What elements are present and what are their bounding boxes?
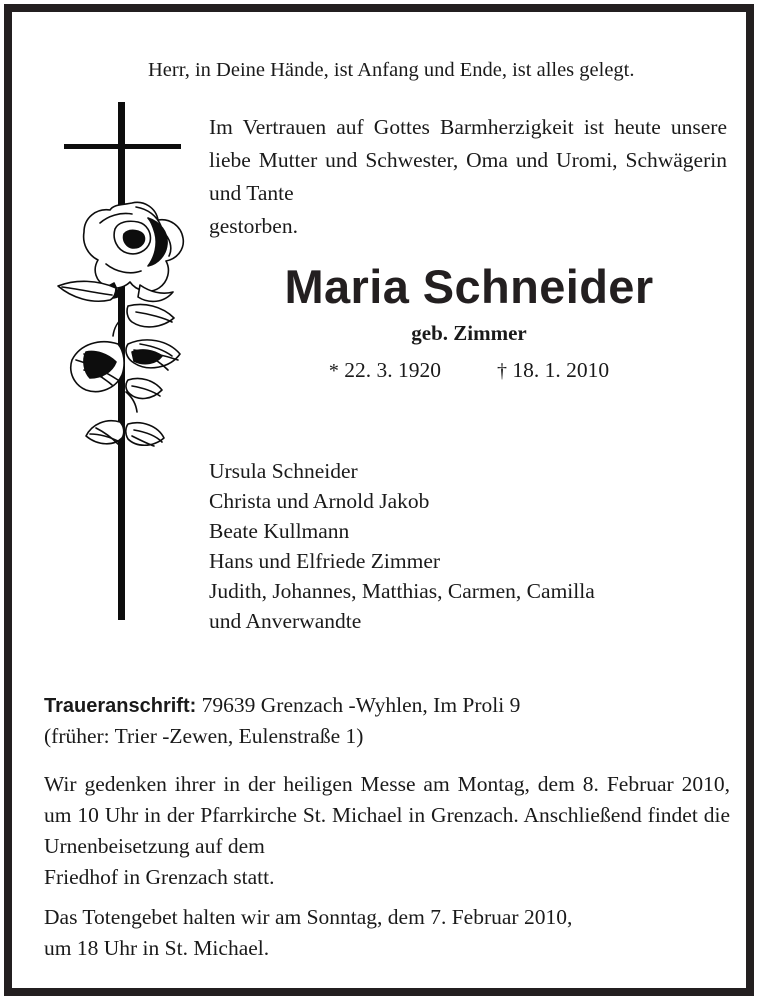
deceased-block (204, 260, 734, 384)
mourning-address-line (44, 690, 728, 721)
former-address-line: (früher: Trier -Zewen, Eulenstraße 1) (44, 724, 364, 748)
cross-with-rose-icon (40, 92, 200, 622)
obituary-border-frame (4, 4, 754, 996)
mourning-address-label: Traueranschrift: (44, 695, 197, 717)
mourning-address-value: 79639 Grenzach -Wyhlen, Im Proli 9 (201, 693, 521, 717)
born-star-icon: * (328, 360, 339, 382)
memorial-verse: Herr, in Deine Hände, ist Anfang und Ende, ist alles gelegt. (148, 59, 635, 81)
intro-paragraph-last: gestorben. (209, 214, 298, 238)
obituary-content (12, 12, 746, 988)
prayer-paragraph: Das Totengebet halten wir am Sonntag, dem 7. Februar 2010, (44, 905, 573, 929)
list-item: Hans und Elfriede Zimmer (209, 549, 441, 573)
list-item: Judith, Johannes, Matthias, Carmen, Camilla (209, 579, 595, 603)
list-item: Christa und Arnold Jakob (209, 489, 430, 513)
list-item: Beate Kullmann (209, 519, 350, 543)
death-date (497, 358, 609, 382)
list-item: Ursula Schneider (209, 459, 358, 483)
deceased-maiden-name: geb. Zimmer (411, 321, 527, 345)
birth-date (329, 358, 441, 382)
survivors-list (209, 456, 729, 636)
birth-date-value: 22. 3. 1920 (344, 358, 441, 382)
funeral-service-info (44, 769, 730, 893)
died-cross-icon: † (497, 360, 507, 382)
mourning-address-block (44, 690, 728, 751)
prayer-service-info (44, 902, 730, 964)
intro-text (209, 111, 727, 243)
service-paragraph-last: Friedhof in Grenzach statt. (44, 865, 275, 889)
deceased-name: Maria Schneider (284, 260, 654, 313)
intro-paragraph: Im Vertrauen auf Gottes Barmherzigkeit ist heute unsere liebe Mutter und Schwester, Oma und Uromi, Schwägerin und Tante (209, 115, 727, 205)
prayer-paragraph-last: um 18 Uhr in St. Michael. (44, 936, 270, 960)
service-paragraph: Wir gedenken ihrer in der heiligen Messe am Montag, dem 8. Februar 2010, um 10 Uhr in der Pfarrkirche St. Michael in Grenzach. Anschließend findet die Urnenbeisetzung auf dem (44, 772, 730, 858)
list-item: und Anverwandte (209, 609, 362, 633)
life-dates (204, 357, 734, 384)
death-date-value: 18. 1. 2010 (512, 358, 610, 382)
